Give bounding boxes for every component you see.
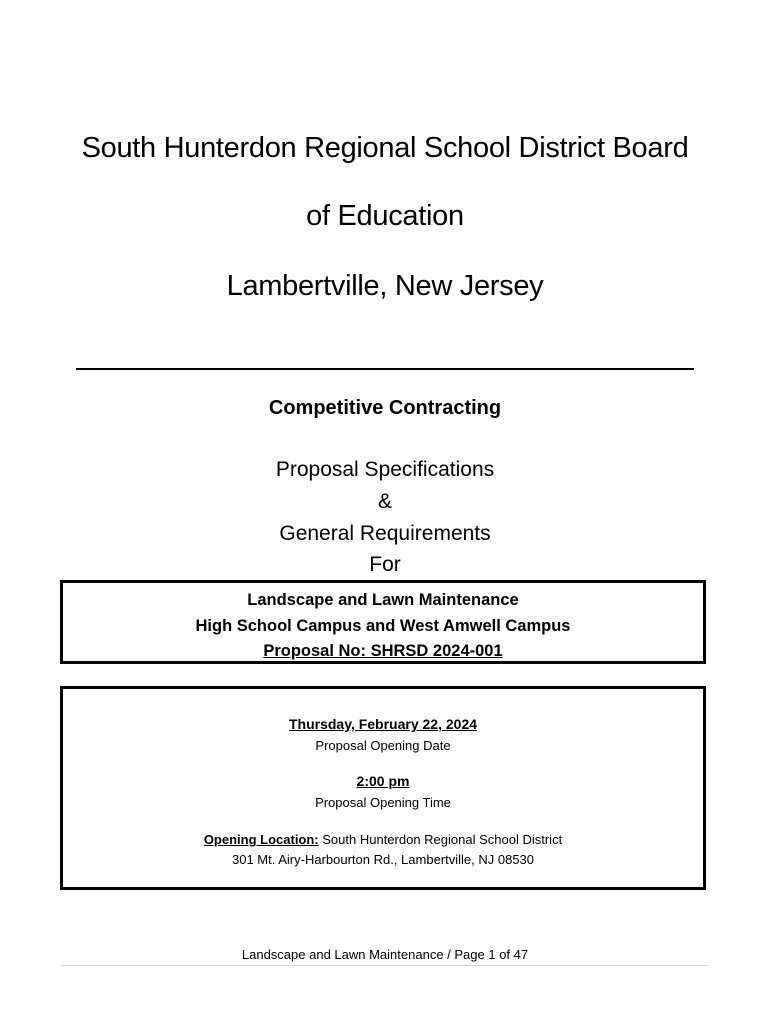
horizontal-rule: [76, 368, 694, 370]
footer-divider: [62, 965, 708, 966]
section-heading: Competitive Contracting: [268, 397, 502, 419]
opening-date: Thursday, February 22, 2024: [288, 716, 478, 732]
title-line-1: South Hunterdon Regional School District Board: [81, 132, 689, 164]
title-line-3: Lambertville, New Jersey: [226, 270, 544, 302]
project-campuses: High School Campus and West Amwell Campus: [195, 617, 571, 635]
opening-box: [60, 686, 706, 890]
opening-time: 2:00 pm: [356, 773, 410, 789]
project-title: Landscape and Lawn Maintenance: [247, 591, 519, 609]
opening-location: [63, 832, 703, 847]
opening-date-label: Proposal Opening Date: [315, 738, 451, 753]
page-footer: Landscape and Lawn Maintenance / Page 1 of 47: [241, 947, 529, 962]
spec-line-4: For: [369, 553, 401, 576]
opening-time-label: Proposal Opening Time: [315, 795, 451, 810]
proposal-number-text: Proposal No: SHRSD 2024-001: [263, 642, 503, 660]
spec-line-1: Proposal Specifications: [275, 458, 495, 481]
title-line-2: of Education: [306, 200, 464, 232]
opening-location-name: South Hunterdon Regional School District: [322, 832, 563, 847]
opening-location-label: Opening Location:: [203, 832, 319, 847]
spec-line-3: General Requirements: [279, 522, 491, 545]
proposal-number: [63, 642, 703, 661]
project-box: [60, 580, 706, 664]
spec-line-2: &: [377, 490, 392, 513]
opening-address: 301 Mt. Airy-Harbourton Rd., Lambertville, NJ 08530: [231, 852, 535, 867]
